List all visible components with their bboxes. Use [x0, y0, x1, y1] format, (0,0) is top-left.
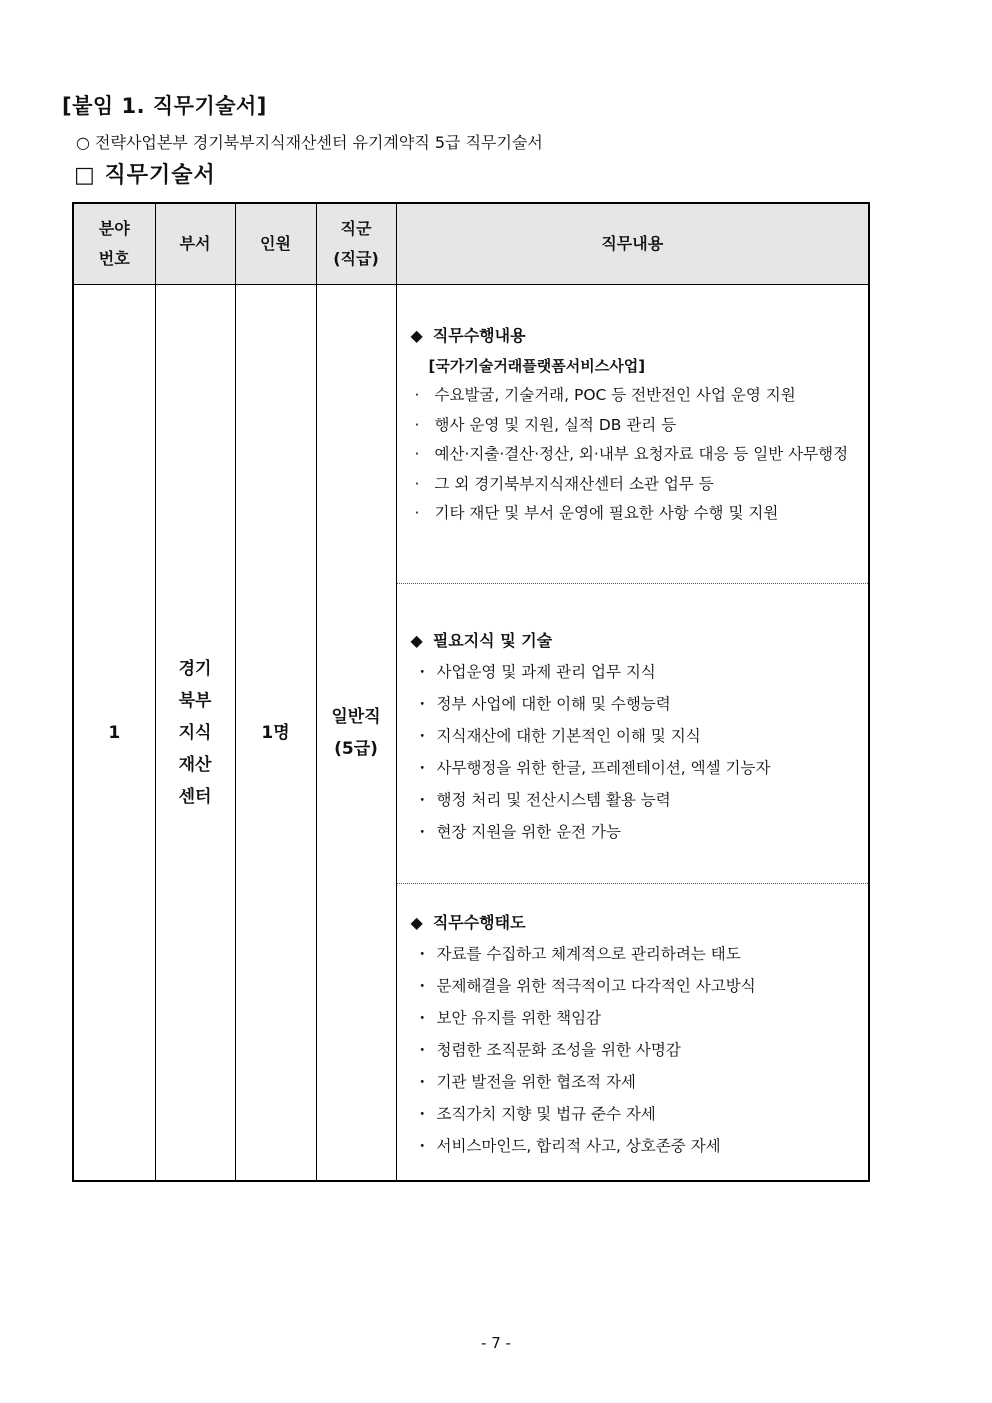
- section-subheading: [국가기술거래플랫폼서비스사업]: [428, 357, 646, 375]
- list-item: [411, 784, 857, 816]
- cell-headcount: 1명: [235, 285, 316, 1182]
- department-line: 경기: [178, 658, 212, 679]
- list-item-text: 조직가치 지향 및 법규 준수 자세: [436, 1105, 656, 1123]
- header-grade-line2: (직급): [333, 249, 379, 268]
- list-item: [411, 1002, 857, 1034]
- header-grade: [316, 203, 396, 285]
- list-item-text: 청렴한 조직문화 조성을 위한 사명감: [436, 1041, 681, 1059]
- list-item: [411, 381, 857, 411]
- list-item: [411, 656, 857, 688]
- diamond-bullet-icon: ◆: [410, 913, 423, 932]
- dot-bullet-icon: ・: [414, 1009, 431, 1027]
- list-item-text: 기관 발전을 위한 협조적 자세: [436, 1073, 636, 1091]
- list-item: [411, 720, 857, 752]
- dot-bullet-icon: ・: [414, 823, 431, 841]
- dot-bullet-icon: ・: [414, 1137, 431, 1155]
- list-item-text: 행사 운영 및 지원, 실적 DB 관리 등: [434, 415, 677, 434]
- list-item-text: 문제해결을 위한 적극적이고 다각적인 사고방식: [436, 977, 756, 995]
- header-job-content: 직무내용: [396, 203, 869, 285]
- list-item-text: 기타 재단 및 부서 운영에 필요한 사항 수행 및 지원: [434, 504, 779, 522]
- section-required-skills: [397, 583, 869, 883]
- section-heading-text: 직무수행태도: [432, 913, 526, 932]
- diamond-bullet-icon: ◆: [410, 631, 423, 650]
- cell-job-content: [396, 285, 869, 1182]
- cell-field-no: 1: [73, 285, 155, 1182]
- section-work-attitude: [397, 883, 869, 1180]
- section-duties: [397, 285, 869, 583]
- list-item-text: 행정 처리 및 전산시스템 활용 능력: [436, 791, 671, 809]
- list-item: [411, 938, 857, 970]
- attitude-list: [411, 938, 857, 1162]
- department-line: 지식: [178, 722, 212, 743]
- dot-bullet-icon: ・: [414, 791, 431, 809]
- list-item: [411, 440, 857, 470]
- header-department: 부서: [155, 203, 235, 285]
- list-item: [411, 411, 857, 441]
- list-item: [411, 499, 857, 529]
- header-field-no-line2: 번호: [98, 249, 130, 268]
- document-subtitle: ○ 전략사업본부 경기북부지식재산센터 유기계약직 5급 직무기술서: [76, 133, 543, 152]
- dot-bullet-icon: ・: [414, 1073, 431, 1091]
- section-heading: [411, 908, 857, 938]
- header-field-no-line1: 분야: [98, 219, 130, 238]
- list-item-text: 사무행정을 위한 한글, 프레젠테이션, 엑셀 기능자: [436, 759, 771, 777]
- list-item: [411, 1130, 857, 1162]
- list-item: [411, 688, 857, 720]
- skills-list: [411, 656, 857, 848]
- duties-list: [411, 381, 857, 529]
- dot-bullet-icon: ·: [414, 474, 420, 493]
- list-item-text: 지식재산에 대한 기본적인 이해 및 지식: [436, 727, 701, 745]
- section-heading-text: 필요지식 및 기술: [432, 631, 553, 650]
- attachment-title: [붙임 1. 직무기술서]: [62, 94, 267, 118]
- list-item-text: 현장 지원을 위한 운전 가능: [436, 823, 621, 841]
- list-item-text: 정부 사업에 대한 이해 및 수행능력: [436, 695, 671, 713]
- dot-bullet-icon: ·: [414, 504, 420, 522]
- table-row: [73, 285, 869, 1182]
- list-item: [411, 1098, 857, 1130]
- cell-grade: [316, 285, 396, 1182]
- list-item-text: 그 외 경기북부지식재산센터 소관 업무 등: [434, 474, 714, 493]
- dot-bullet-icon: ・: [414, 663, 431, 681]
- dot-bullet-icon: ·: [414, 445, 420, 463]
- grade-line2: (5급): [334, 738, 378, 759]
- job-description-table: [72, 202, 870, 1182]
- dot-bullet-icon: ·: [414, 386, 420, 404]
- department-line: 센터: [178, 786, 212, 807]
- page-number: - 7 -: [481, 1334, 511, 1352]
- list-item: [411, 470, 857, 500]
- dot-bullet-icon: ・: [414, 945, 431, 963]
- list-item: [411, 970, 857, 1002]
- header-headcount: 인원: [235, 203, 316, 285]
- list-item: [411, 816, 857, 848]
- department-line: 재산: [178, 754, 212, 775]
- list-item: [411, 752, 857, 784]
- table-header-row: [73, 203, 869, 285]
- list-item-text: 예산·지출·결산·정산, 외·내부 요청자료 대응 등 일반 사무행정: [434, 445, 849, 463]
- dot-bullet-icon: ・: [414, 1105, 431, 1123]
- section-heading: [411, 321, 857, 351]
- list-item-text: 보안 유지를 위한 책임감: [436, 1009, 602, 1027]
- list-item-text: 서비스마인드, 합리적 사고, 상호존중 자세: [436, 1137, 721, 1155]
- dot-bullet-icon: ・: [414, 977, 431, 995]
- list-item-text: 자료를 수집하고 체계적으로 관리하려는 태도: [436, 945, 741, 963]
- dot-bullet-icon: ・: [414, 1041, 431, 1059]
- header-field-no: [73, 203, 155, 285]
- header-grade-line1: 직군: [340, 219, 372, 238]
- section-heading-text: 직무수행내용: [432, 326, 526, 345]
- grade-line1: 일반직: [331, 706, 381, 727]
- list-item: [411, 1066, 857, 1098]
- list-item-text: 사업운영 및 과제 관리 업무 지식: [436, 663, 656, 681]
- section-heading: [411, 626, 857, 656]
- list-item: [411, 1034, 857, 1066]
- dot-bullet-icon: ·: [414, 415, 420, 434]
- dot-bullet-icon: ・: [414, 727, 431, 745]
- department-line: 북부: [178, 690, 212, 711]
- list-item-text: 수요발굴, 기술거래, POC 등 전반전인 사업 운영 지원: [434, 386, 796, 404]
- diamond-bullet-icon: ◆: [410, 326, 423, 345]
- section-title: □ 직무기술서: [74, 163, 216, 188]
- dot-bullet-icon: ・: [414, 759, 431, 777]
- dot-bullet-icon: ・: [414, 695, 431, 713]
- cell-department: [155, 285, 235, 1182]
